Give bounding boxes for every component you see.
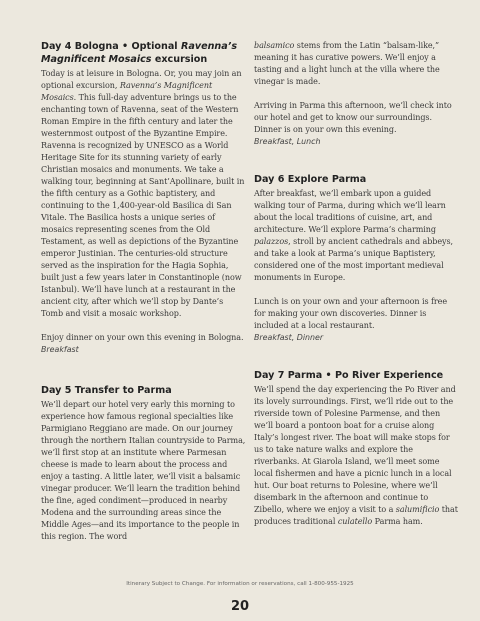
- right-column: [254, 40, 460, 528]
- day7-paragraph-1: We’ll spend the day experiencing the Po River and its lovely surroundings. First, we’ll ride out to the riverside town of Polesine Parmense, and then we’ll board a pontoon boat for a cruise along Italy’s longest river. The boat will make stops for us to take nature walks and explore the riverbanks. At Giarola Island, we’ll meet some local fishermen and have a picnic lunch in a local hut. Our boat returns to Polesine, where we’ll disembark in the afternoon and continue to Zibello, where we enjoy a visit to a salumificio that produces traditional culatello Parma ham.: [254, 385, 458, 526]
- day5-paragraph-1: We’ll depart our hotel very early this morning to experience how famous regional specialties like Parmigiano Reggiano are made. On our journey through the northern Italian countryside to Parma, we’ll first stop at an institute where Parmesan cheese is made to learn about the process and enjoy a tasting. A little later, we’ll visit a balsamic vinegar producer. We’ll learn the tradition behind the fine, aged condiment—produced in nearby Modena and the surrounding areas since the Middle Ages—and its importance to the people in this region. The word: [41, 400, 246, 541]
- day5-meals: Breakfast, Lunch: [254, 137, 321, 146]
- day4-heading-italic: Ravenna’s Magnificent Mosaics: [41, 41, 238, 65]
- day4-paragraph-2: Enjoy dinner on your own this evening in Bologna.: [41, 333, 244, 342]
- page-footer: Itinerary Subject to Change. For information or reservations, call 1-800-955-1925: [126, 581, 354, 587]
- day4-heading-suffix: excursion: [151, 54, 208, 65]
- page-number: 20: [230, 599, 250, 614]
- day6-paragraph-1: After breakfast, we’ll embark upon a guided walking tour of Parma, during which we’ll learn about the local traditions of cuisine, art, and architecture. We’ll explore Parma’s charming palazzos, stroll by ancient cathedrals and abbeys, and take a look at Parma’s unique Baptistery, considered one of the most important medieval monuments in Europe.: [254, 189, 454, 282]
- day6-heading: Day 6 Explore Parma: [254, 174, 367, 185]
- day4-heading-prefix: Day 4 Bologna • Optional: [41, 41, 181, 52]
- day7-heading: Day 7 Parma • Po River Experience: [254, 370, 444, 381]
- day6-meals: Breakfast, Dinner: [254, 333, 324, 342]
- day5-heading: Day 5 Transfer to Parma: [41, 385, 172, 396]
- day4-meals: Breakfast: [41, 345, 79, 354]
- day5-paragraph-2: Arriving in Parma this afternoon, we’ll check into our hotel and get to know our surroundings. Dinner is on your own this evening.: [254, 101, 452, 134]
- day4-paragraph-1: Today is at leisure in Bologna. Or, you may join an optional excursion, Ravenna’s Magnificent Mosaics. This full-day adventure brings us to the enchanting town of Ravenna, seat of the Western Roman Empire in the fifth century and later the westernmost outpost of the Byzantine Empire. Ravenna is recognized by UNESCO as a World Heritage Site for its stunning variety of early Christian mosaics and monuments. We take a walking tour, beginning at Sant’Apollinare, built in the fifth century as a Gothic baptistery, and continuing to the 1,400-year-old Basilica di San Vitale. The Basilica hosts a unique series of mosaics representing scenes from the Old Testament, as well as depictions of the Byzantine emperor Justinian. The centuries-old structure served as the inspiration for the Hagia Sophia, built just a few years later in Constantinople (now Istanbul). We’ll have lunch at a restaurant in the ancient city, after which we’ll stop by Dante’s Tomb and visit a mosaic workshop.: [41, 69, 245, 318]
- day4-heading: [41, 40, 247, 66]
- left-column: [41, 40, 247, 543]
- day5-paragraph-1-continued: balsamico stems from the Latin “balsam-like,” meaning it has curative powers. We’ll enjoy a tasting and a light lunch at the villa where the vinegar is made.: [254, 41, 440, 86]
- day6-paragraph-2: Lunch is on your own and your afternoon is free for making your own discoveries. Dinner is included at a local restaurant.: [254, 297, 448, 330]
